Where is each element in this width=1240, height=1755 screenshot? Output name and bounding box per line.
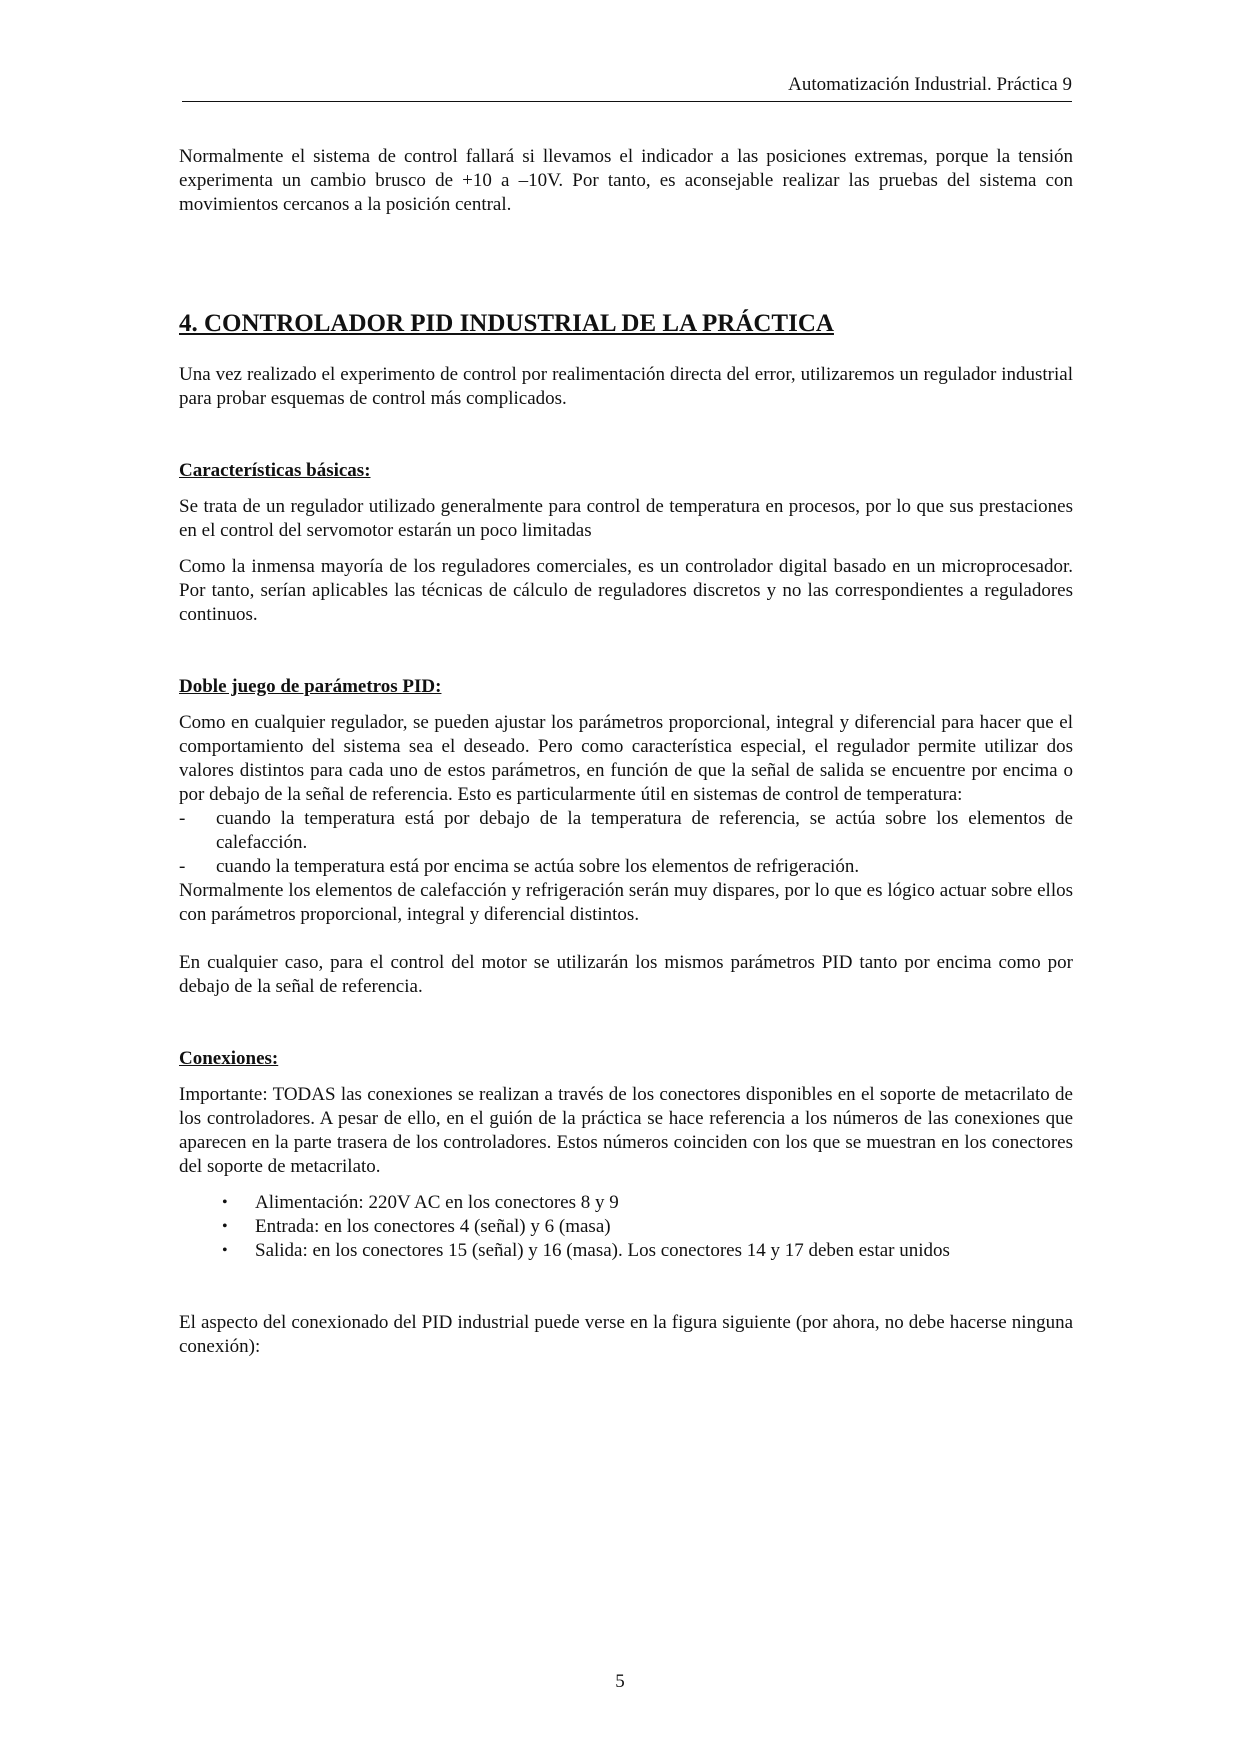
- dash-marker: -: [179, 808, 186, 829]
- bullet-icon: •: [222, 1218, 228, 1235]
- doble-paragraph-3: En cualquier caso, para el control del motor se utilizarán los mismos parámetros PID tanto por encima como por debajo de la señal de referencia.: [179, 952, 1073, 997]
- bullet-item-text: Entrada: en los conectores 4 (señal) y 6 (masa): [255, 1216, 611, 1237]
- bullet-item-text: Salida: en los conectores 15 (señal) y 16 (masa). Los conectores 14 y 17 deben estar unidos: [255, 1240, 950, 1261]
- dash-marker: -: [179, 856, 186, 877]
- conexiones-paragraph-2: El aspecto del conexionado del PID industrial puede verse en la figura siguiente (por ahora, no debe hacerse ninguna conexión):: [179, 1312, 1073, 1357]
- caracteristicas-paragraph-1: Se trata de un regulador utilizado generalmente para control de temperatura en procesos, por lo que sus prestaciones en el control del servomotor estarán un poco limitadas: [179, 496, 1073, 541]
- header-rule: [182, 101, 1072, 102]
- page-content: [179, 145, 1073, 1359]
- doble-paragraph-2: Normalmente los elementos de calefacción y refrigeración serán muy dispares, por lo que es lógico actuar sobre ellos con parámetros proporcional, integral y diferencial distintos.: [179, 880, 1073, 925]
- bullet-list: [179, 1191, 1073, 1263]
- list-item-text: cuando la temperatura está por debajo de la temperatura de referencia, se actúa sobre los elementos de calefacción.: [216, 808, 1073, 853]
- bullet-icon: •: [222, 1194, 228, 1211]
- heading-doble-juego: Doble juego de parámetros PID:: [179, 676, 442, 697]
- list-item: [179, 807, 1073, 855]
- intro-paragraph: Normalmente el sistema de control fallará si llevamos el indicador a las posiciones extremas, porque la tensión experimenta un cambio brusco de +10 a –10V. Por tanto, es aconsejable realizar las pruebas del sistema con movimientos cercanos a la posición central.: [179, 146, 1073, 215]
- running-header: Automatización Industrial. Práctica 9: [788, 74, 1072, 95]
- bullet-icon: •: [222, 1242, 228, 1259]
- doble-paragraph-1: Como en cualquier regulador, se pueden ajustar los parámetros proporcional, integral y diferencial para hacer que el comportamiento del sistema sea el deseado. Pero como característica especial, el regulador permite utilizar dos valores distintos para cada uno de estos parámetros, en función de que la señal de salida se encuentre por encima o por debajo de la señal de referencia. Esto es particularmente útil en sistemas de control de temperatura:: [179, 712, 1073, 805]
- dash-list: [179, 807, 1073, 879]
- page-number: 5: [615, 1671, 625, 1692]
- caracteristicas-paragraph-2: Como la inmensa mayoría de los reguladores comerciales, es un controlador digital basado en un microprocesador. Por tanto, serían aplicables las técnicas de cálculo de reguladores discretos y no las correspondientes a reguladores continuos.: [179, 556, 1073, 625]
- heading-conexiones: Conexiones:: [179, 1048, 279, 1069]
- bullet-item: [179, 1239, 1073, 1263]
- conexiones-paragraph-1: Importante: TODAS las conexiones se realizan a través de los conectores disponibles en el soporte de metacrilato de los controladores. A pesar de ello, en el guión de la práctica se hace referencia a los números de las conexiones que aparecen en la parte trasera de los controladores. Estos números coinciden con los que se muestran en los conectores del soporte de metacrilato.: [179, 1084, 1073, 1177]
- section-intro-paragraph: Una vez realizado el experimento de control por realimentación directa del error, utilizaremos un regulador industrial para probar esquemas de control más complicados.: [179, 364, 1073, 409]
- bullet-item: [179, 1215, 1073, 1239]
- section-title: 4. CONTROLADOR PID INDUSTRIAL DE LA PRÁCTICA: [179, 310, 834, 337]
- bullet-item-text: Alimentación: 220V AC en los conectores 8 y 9: [255, 1192, 619, 1213]
- bullet-item: [179, 1191, 1073, 1215]
- list-item: [179, 855, 1073, 879]
- list-item-text: cuando la temperatura está por encima se actúa sobre los elementos de refrigeración.: [216, 856, 860, 877]
- heading-caracteristicas: Características básicas:: [179, 460, 371, 481]
